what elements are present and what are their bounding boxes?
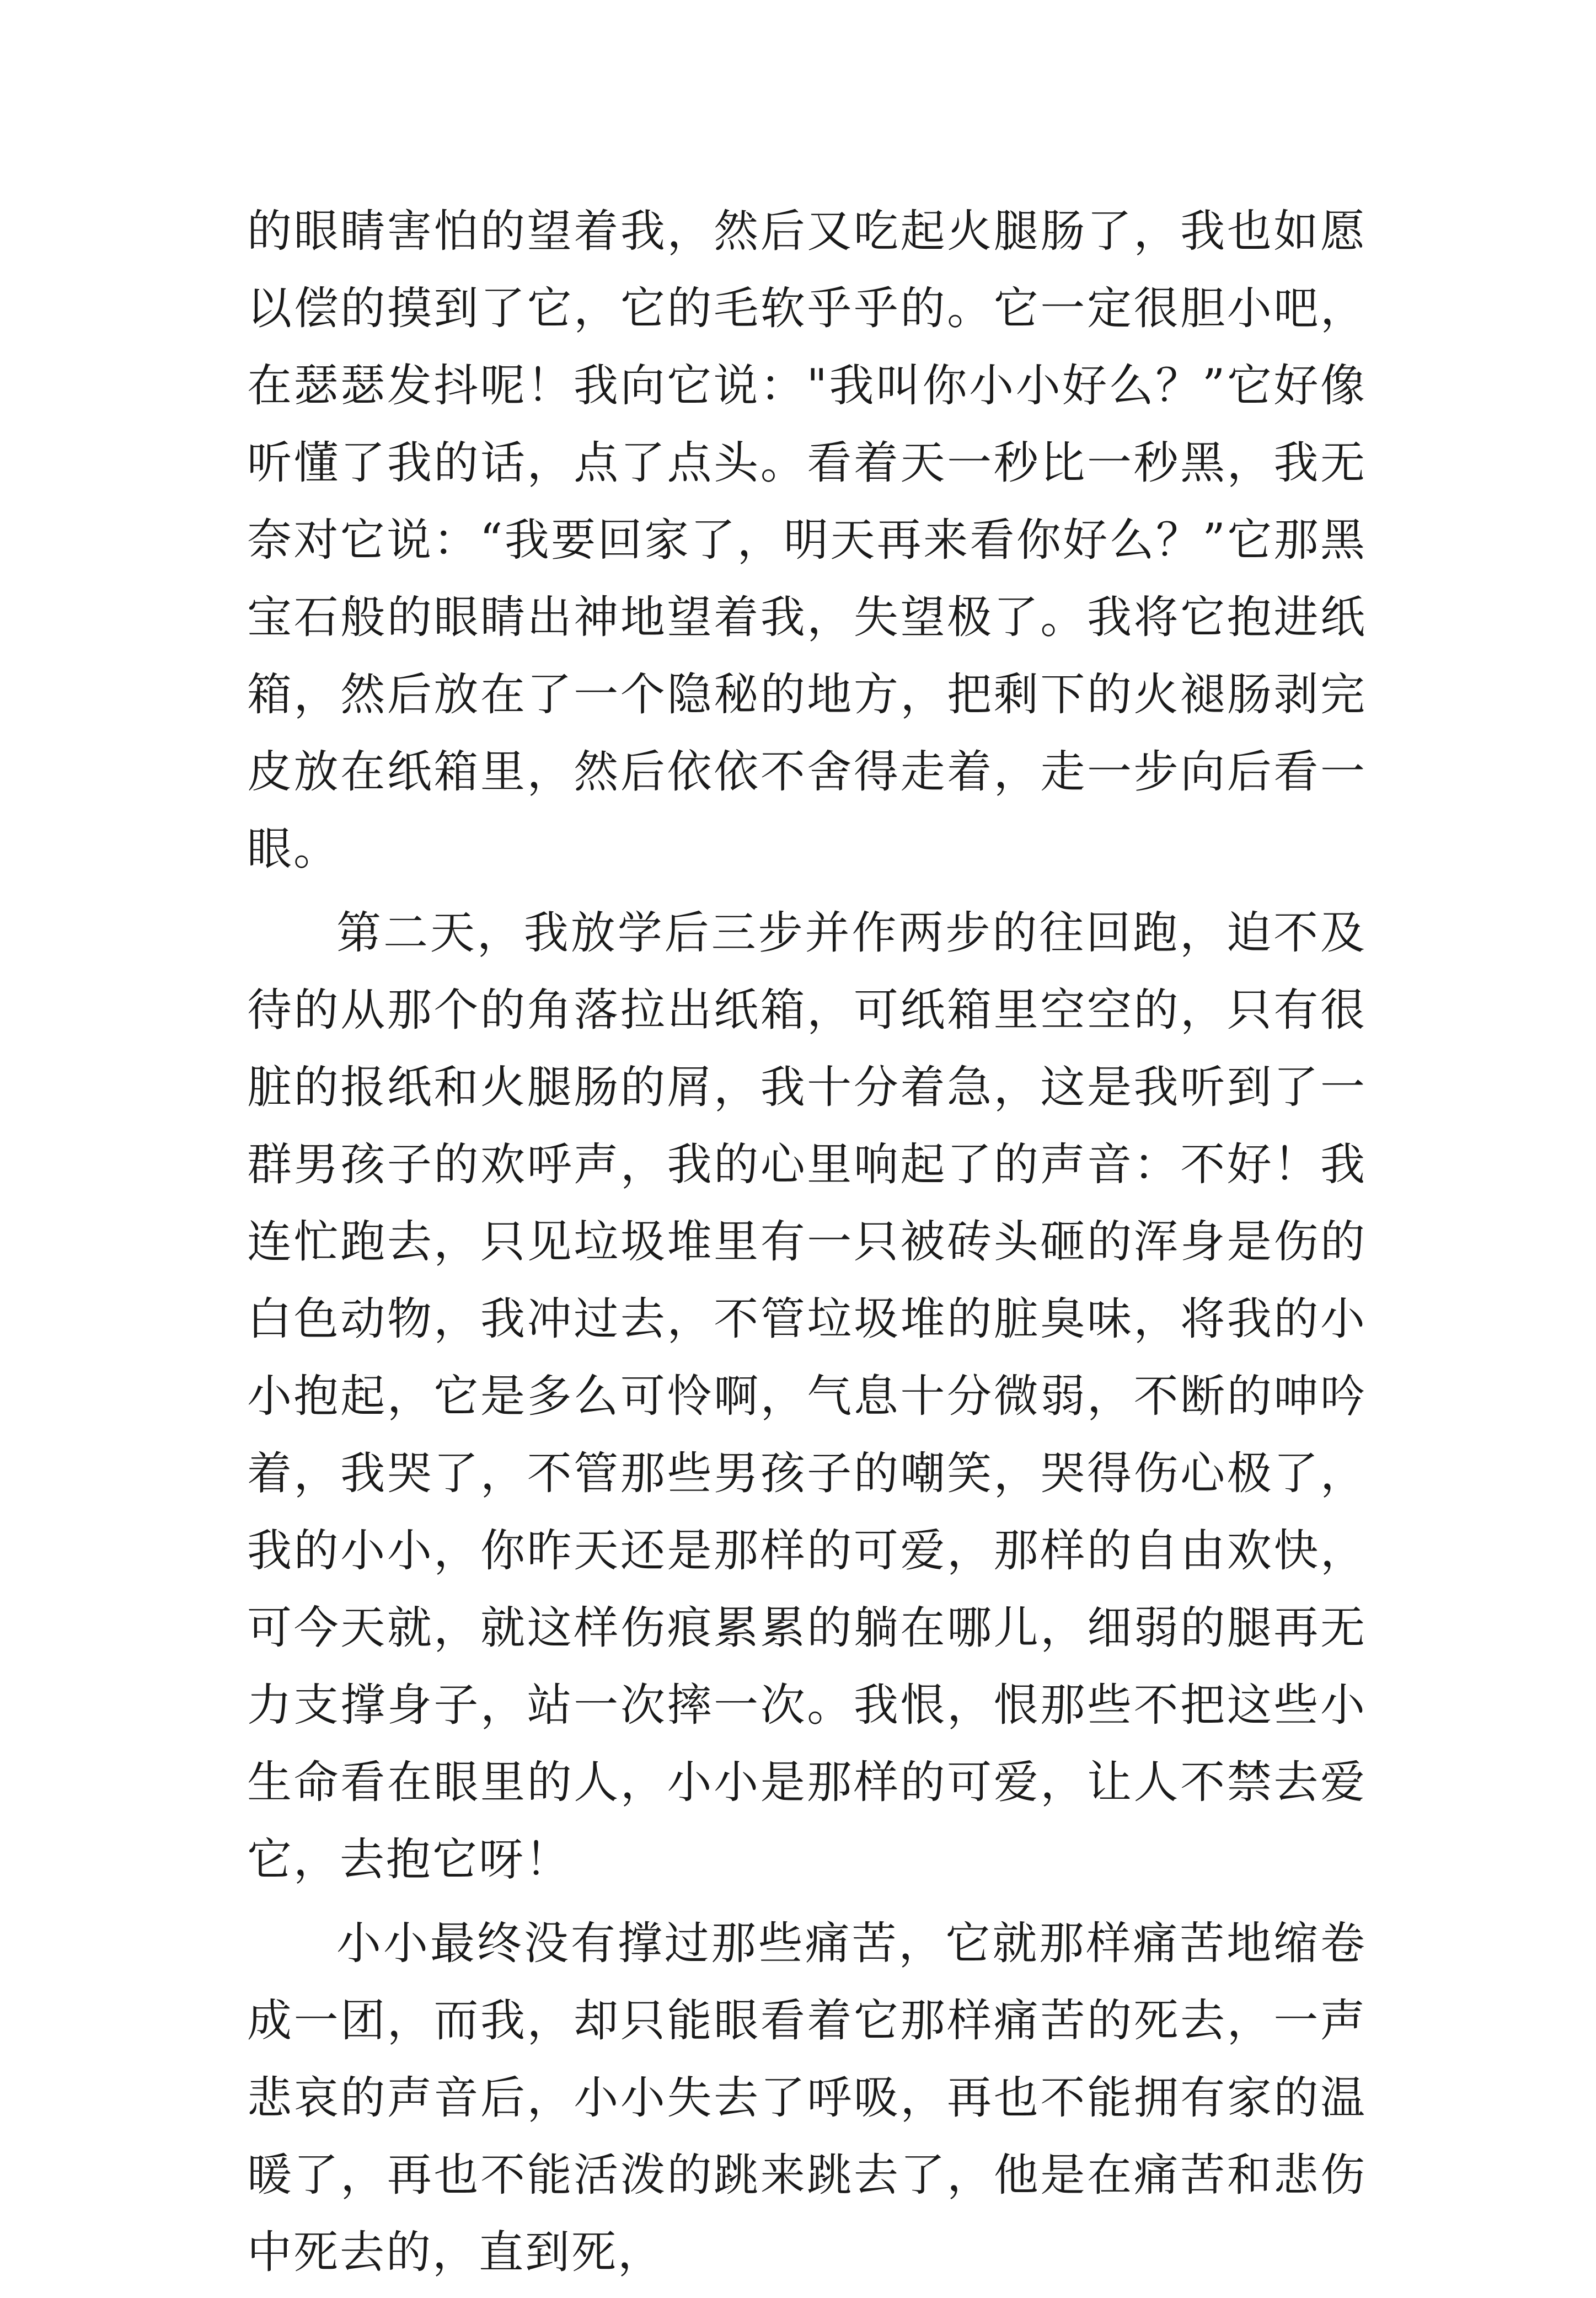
- paragraph-2: 第二天，我放学后三步并作两步的往回跑，迫不及待的从那个的角落拉出纸箱，可纸箱里空空的，只有很脏的报纸和火腿肠的屑，我十分着急，这是我听到了一群男孩子的欢呼声，我的心里响起了的声音：不好！我连忙跑去，只见垃圾堆里有一只被砖头砸的浑身是伤的白色动物，我冲过去，不管垃圾堆的脏臭味，将我的小小抱起，它是多么可怜啊，气息十分微弱，不断的呻吟着，我哭了，不管那些男孩子的嘲笑，哭得伤心极了，我的小小，你昨天还是那样的可爱，那样的自由欢快，可今天就，就这样伤痕累累的躺在哪儿，细弱的腿再无力支撑身子，站一次摔一次。我恨，恨那些不把这些小生命看在眼里的人，小小是那样的可爱，让人不禁去爱它，去抱它呀！: [247, 907, 1367, 1886]
- body-text: [247, 193, 1367, 2298]
- paragraph-1: 的眼睛害怕的望着我，然后又吃起火腿肠了，我也如愿以偿的摸到了它，它的毛软乎乎的。它一定很胆小吧，在瑟瑟发抖呢！我向它说："我叫你小小好么？”它好像听懂了我的话，点了点头。看着天一秒比一秒黑，我无奈对它说：“我要回家了，明天再来看你好么？”它那黑宝石般的眼睛出神地望着我，失望极了。我将它抱进纸箱，然后放在了一个隐秘的地方，把剩下的火褪肠剥完皮放在纸箱里，然后依依不舍得走着，走一步向后看一眼。: [247, 206, 1367, 875]
- paragraph-3: 小小最终没有撑过那些痛苦，它就那样痛苦地缩卷成一团，而我，却只能眼看着它那样痛苦的死去，一声悲哀的声音后，小小失去了呼吸，再也不能拥有家的温暖了，再也不能活泼的跳来跳去了，他是在痛苦和悲伤中死去的，直到死，: [247, 1918, 1367, 2279]
